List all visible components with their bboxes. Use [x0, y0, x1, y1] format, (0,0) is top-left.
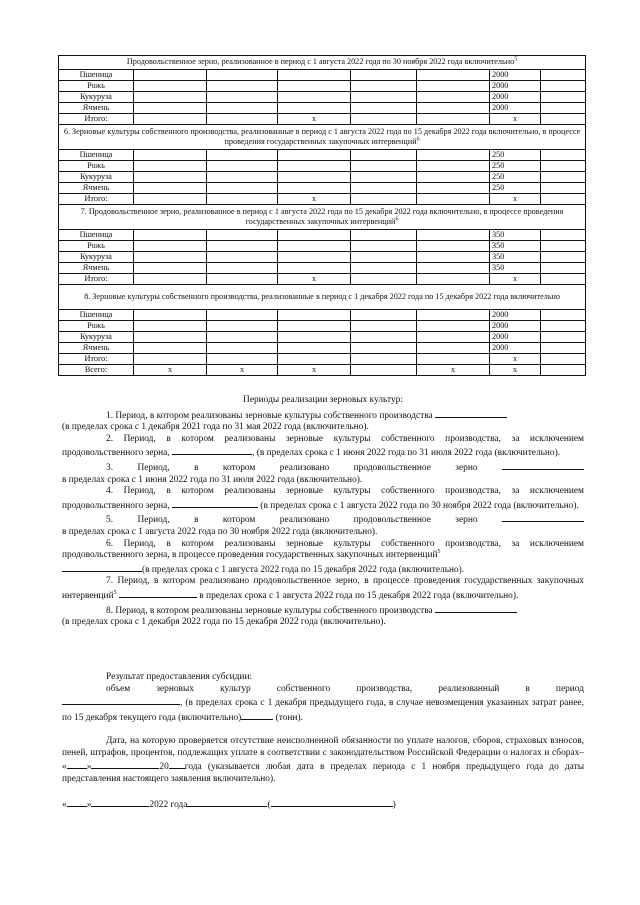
- section-heading-row: [59, 56, 586, 70]
- rate-value: 250: [490, 161, 541, 172]
- section-heading: [59, 205, 586, 230]
- section-heading-text: 8. Зерновые культуры собственного производства, реализованные в период с 1 декабря 2022 года по 15 декабря 2022 года включительно: [84, 291, 561, 301]
- grand-total-mark: х: [207, 365, 278, 376]
- empty-cell: [134, 230, 207, 241]
- empty-cell: [417, 161, 490, 172]
- sign-year: 2022 года: [149, 800, 188, 810]
- table-row: [59, 81, 586, 92]
- rate-value: 2000: [490, 81, 541, 92]
- sign-month-field[interactable]: [91, 797, 149, 807]
- empty-cell: [207, 161, 278, 172]
- empty-cell: [207, 81, 278, 92]
- empty-cell: [351, 114, 417, 125]
- table-row: [59, 252, 586, 263]
- table-row: [59, 92, 586, 103]
- empty-cell: [417, 252, 490, 263]
- grand-total-mark: х: [417, 365, 490, 376]
- empty-cell: [417, 92, 490, 103]
- grand-total-mark: х: [134, 365, 207, 376]
- empty-cell: [541, 365, 586, 376]
- empty-cell: [134, 310, 207, 321]
- empty-cell: [278, 70, 351, 81]
- rate-value: 350: [490, 230, 541, 241]
- period-3: [62, 460, 584, 475]
- section-heading-row: [59, 205, 586, 230]
- empty-cell: [134, 183, 207, 194]
- period-3-text: 3. Период, в котором реализовано продовольственное зерно: [106, 462, 478, 473]
- table-row: [59, 70, 586, 81]
- table-row: [59, 332, 586, 343]
- total-mark: х: [490, 354, 541, 365]
- period-3-range: в пределах срока с 1 июня 2022 года по 31 июля 2022 года (включительно).: [62, 474, 363, 485]
- table-row: [59, 183, 586, 194]
- empty-cell: [207, 321, 278, 332]
- total-mark: х: [490, 274, 541, 285]
- empty-cell: [207, 114, 278, 125]
- sign-blank-field[interactable]: [187, 797, 267, 807]
- period-2: [62, 434, 584, 460]
- period-4-range: (в пределах срока с 1 августа 2022 года по 30 ноября 2022 года (включительно).: [260, 500, 579, 511]
- crop-name: Ячмень: [59, 263, 134, 274]
- crop-name: Кукуруза: [59, 252, 134, 263]
- empty-cell: [207, 252, 278, 263]
- empty-cell: [541, 343, 586, 354]
- empty-cell: [207, 92, 278, 103]
- debt-check-section: [62, 736, 584, 785]
- crop-name: Ячмень: [59, 343, 134, 354]
- empty-cell: [417, 70, 490, 81]
- footnote-mark: 5: [514, 56, 518, 63]
- debt-check-text: [62, 736, 584, 785]
- period-6-range: (в пределах срока с 1 августа 2022 года по 15 декабря 2022 года (включительно).: [142, 564, 465, 575]
- crop-name: Кукуруза: [59, 92, 134, 103]
- empty-cell: [134, 354, 207, 365]
- empty-cell: [351, 354, 417, 365]
- period-7-range: в пределах срока с 1 августа 2022 года по 15 декабря 2022 года (включительно).: [199, 590, 519, 601]
- empty-cell: [134, 332, 207, 343]
- total-row: [59, 354, 586, 365]
- empty-cell: [278, 183, 351, 194]
- paren-close: ): [392, 800, 396, 810]
- crop-name: Рожь: [59, 81, 134, 92]
- period-5-text: 5. Период, в котором реализовано продовольственное зерно: [106, 515, 478, 526]
- section-heading-text: 7. Продовольственное зерно, реализованное в период с 1 августа 2022 года по 15 декабря 2022 года включительно, в процессе проведения государственных закупочных интервенций: [80, 206, 564, 226]
- empty-cell: [417, 354, 490, 365]
- empty-cell: [351, 252, 417, 263]
- period-6-text: 6. Период, в котором реализованы зерновые культуры собственного производства, за исключением продовольственного зерна, в процессе проведения государственных закупочных интервенций: [62, 538, 584, 561]
- table-row: [59, 241, 586, 252]
- rate-value: 350: [490, 263, 541, 274]
- empty-cell: [351, 321, 417, 332]
- debt-quote-close: »: [86, 762, 92, 773]
- crop-name: Пшеница: [59, 230, 134, 241]
- empty-cell: [417, 263, 490, 274]
- period-3-field[interactable]: [502, 460, 584, 470]
- period-8-text: 8. Период, в котором реализованы зерновые культуры собственного производства: [106, 605, 433, 616]
- total-label: Итого:: [59, 114, 134, 125]
- empty-cell: [207, 103, 278, 114]
- period-5-range: в пределах срока с 1 августа 2022 года по 30 ноября 2022 года (включительно).: [62, 526, 378, 537]
- total-mark: [278, 354, 351, 365]
- empty-cell: [351, 365, 417, 376]
- period-2-text: 2. Период, в котором реализованы зерновые культуры собственного производства, за исключением продовольственного зерна,: [62, 433, 584, 459]
- total-label: Итого:: [59, 354, 134, 365]
- period-7-footnote: 5: [113, 589, 117, 596]
- periods-title: Периоды реализации зерновых культур:: [243, 395, 403, 405]
- total-label: Итого:: [59, 194, 134, 205]
- table-row: [59, 230, 586, 241]
- empty-cell: [417, 343, 490, 354]
- empty-cell: [134, 161, 207, 172]
- debt-check-text-d: года (указывается любая дата в пределах периода с 1 ноября предыдущего года до даты представления настоящего заявления включительно).: [62, 762, 584, 784]
- empty-cell: [207, 274, 278, 285]
- empty-cell: [207, 310, 278, 321]
- empty-cell: [207, 343, 278, 354]
- period-6-field[interactable]: [62, 562, 142, 572]
- periods-section: [62, 395, 584, 629]
- date-quote-close: »: [86, 800, 92, 810]
- empty-cell: [541, 252, 586, 263]
- crop-name: Пшеница: [59, 150, 134, 161]
- empty-cell: [134, 172, 207, 183]
- rate-value: 250: [490, 150, 541, 161]
- empty-cell: [541, 81, 586, 92]
- table-row: [59, 310, 586, 321]
- rate-value: 2000: [490, 343, 541, 354]
- debt-day-field[interactable]: [67, 759, 87, 769]
- empty-cell: [207, 332, 278, 343]
- empty-cell: [351, 183, 417, 194]
- total-mark: х: [278, 274, 351, 285]
- period-4: [62, 486, 584, 512]
- empty-cell: [134, 252, 207, 263]
- rate-value: 2000: [490, 310, 541, 321]
- empty-cell: [541, 263, 586, 274]
- period-8-field[interactable]: [435, 603, 517, 613]
- period-4-field[interactable]: [172, 498, 258, 508]
- rate-value: 250: [490, 172, 541, 183]
- result-line-1: объем зерновых культур собственного производства, реализованный в период: [106, 683, 584, 694]
- empty-cell: [417, 310, 490, 321]
- empty-cell: [207, 241, 278, 252]
- empty-cell: [351, 194, 417, 205]
- grand-total-mark: х: [490, 365, 541, 376]
- table-row: [59, 172, 586, 183]
- result-period-field[interactable]: [62, 695, 180, 705]
- rate-value: 350: [490, 252, 541, 263]
- empty-cell: [351, 92, 417, 103]
- empty-cell: [278, 172, 351, 183]
- empty-cell: [541, 310, 586, 321]
- result-line-2-text: , (в пределах срока с 1 декабря предыдущего года, в случае невозмещения указанных затрат ранее, по 15 декабря текущего года (включительно): [62, 698, 584, 723]
- crop-name: Рожь: [59, 161, 134, 172]
- period-1-field[interactable]: [435, 408, 507, 418]
- empty-cell: [134, 114, 207, 125]
- empty-cell: [541, 103, 586, 114]
- empty-cell: [417, 150, 490, 161]
- period-8: [62, 603, 584, 629]
- empty-cell: [278, 81, 351, 92]
- total-mark: х: [278, 114, 351, 125]
- result-unit: (тонн).: [275, 712, 303, 723]
- period-7: [62, 576, 584, 602]
- crop-name: Рожь: [59, 241, 134, 252]
- empty-cell: [541, 321, 586, 332]
- table-row: [59, 263, 586, 274]
- empty-cell: [134, 150, 207, 161]
- empty-cell: [417, 332, 490, 343]
- grand-total-mark: х: [278, 365, 351, 376]
- result-line-2: [62, 695, 584, 724]
- total-label: Итого:: [59, 274, 134, 285]
- empty-cell: [417, 194, 490, 205]
- result-volume-field[interactable]: [241, 710, 273, 720]
- empty-cell: [417, 172, 490, 183]
- empty-cell: [417, 230, 490, 241]
- debt-check-text-a: Дата, на которую проверяется отсутствие неисполненной обязанности по уплате налогов, сборов, страховых взносов, пеней, штрафов, процентов, подлежащих уплате в соответствии с законодательством Российской Федерации о налогах и сборах– «: [62, 736, 584, 773]
- result-section: [62, 672, 584, 724]
- empty-cell: [278, 92, 351, 103]
- crop-name: Кукуруза: [59, 332, 134, 343]
- empty-cell: [134, 194, 207, 205]
- rate-value: 2000: [490, 321, 541, 332]
- period-5-field[interactable]: [502, 512, 584, 522]
- empty-cell: [278, 230, 351, 241]
- empty-cell: [351, 310, 417, 321]
- empty-cell: [417, 103, 490, 114]
- empty-cell: [278, 263, 351, 274]
- rate-value: 250: [490, 183, 541, 194]
- section-heading-text: Продовольственное зерно, реализованное в период с 1 августа 2022 года по 30 ноября 2022 года включительно: [126, 57, 515, 67]
- empty-cell: [541, 354, 586, 365]
- result-title: Результат предоставления субсидии:: [106, 672, 253, 682]
- table-row: [59, 103, 586, 114]
- empty-cell: [351, 263, 417, 274]
- empty-cell: [207, 150, 278, 161]
- empty-cell: [207, 70, 278, 81]
- crop-name: Кукуруза: [59, 172, 134, 183]
- signature-line: [62, 797, 396, 812]
- empty-cell: [541, 274, 586, 285]
- section-heading-row: [59, 285, 586, 310]
- grand-total-label: Всего:: [59, 365, 134, 376]
- empty-cell: [351, 241, 417, 252]
- rate-value: 2000: [490, 70, 541, 81]
- empty-cell: [207, 172, 278, 183]
- empty-cell: [541, 161, 586, 172]
- empty-cell: [351, 161, 417, 172]
- rate-value: 350: [490, 241, 541, 252]
- empty-cell: [541, 114, 586, 125]
- empty-cell: [541, 194, 586, 205]
- empty-cell: [207, 263, 278, 274]
- empty-cell: [134, 103, 207, 114]
- empty-cell: [541, 241, 586, 252]
- crop-name: Пшеница: [59, 310, 134, 321]
- footnote-mark: 6: [395, 216, 399, 223]
- empty-cell: [541, 230, 586, 241]
- sign-name-field[interactable]: [271, 797, 393, 807]
- period-1-range: (в пределах срока с 1 декабря 2021 года по 31 мая 2022 года (включительно).: [62, 422, 369, 433]
- empty-cell: [278, 241, 351, 252]
- empty-cell: [134, 92, 207, 103]
- empty-cell: [134, 81, 207, 92]
- empty-cell: [207, 354, 278, 365]
- section-heading: [59, 56, 586, 70]
- empty-cell: [134, 70, 207, 81]
- empty-cell: [351, 70, 417, 81]
- period-1: [62, 408, 584, 434]
- empty-cell: [351, 172, 417, 183]
- empty-cell: [541, 332, 586, 343]
- rate-value: 2000: [490, 103, 541, 114]
- sales-table: [58, 55, 586, 376]
- empty-cell: [207, 194, 278, 205]
- rate-value: 2000: [490, 92, 541, 103]
- table-row: [59, 321, 586, 332]
- debt-century: 20: [159, 762, 169, 773]
- section-heading: [59, 285, 586, 310]
- crop-name: Ячмень: [59, 103, 134, 114]
- empty-cell: [134, 274, 207, 285]
- period-1-text: 1. Период, в котором реализованы зерновые культуры собственного производства: [106, 410, 433, 421]
- empty-cell: [351, 150, 417, 161]
- empty-cell: [278, 321, 351, 332]
- empty-cell: [134, 241, 207, 252]
- table-row: [59, 343, 586, 354]
- period-6-footnote: 5: [437, 549, 441, 555]
- empty-cell: [207, 183, 278, 194]
- grand-total-row: [59, 365, 586, 376]
- empty-cell: [278, 161, 351, 172]
- table-row: [59, 150, 586, 161]
- empty-cell: [541, 92, 586, 103]
- total-mark: х: [490, 114, 541, 125]
- empty-cell: [351, 230, 417, 241]
- paren-open: (: [267, 800, 271, 810]
- total-mark: х: [490, 194, 541, 205]
- period-2-field[interactable]: [172, 445, 252, 455]
- total-row: [59, 114, 586, 125]
- total-mark: х: [278, 194, 351, 205]
- empty-cell: [278, 150, 351, 161]
- period-8-range: (в пределах срока с 1 декабря 2022 года по 15 декабря 2022 года (включительно).: [62, 617, 386, 628]
- period-2-range: , (в пределах срока с 1 июня 2022 года по 31 июля 2022 года (включительно).: [252, 448, 561, 459]
- rate-value: 2000: [490, 332, 541, 343]
- section-heading-row: [59, 125, 586, 150]
- crop-name: Ячмень: [59, 183, 134, 194]
- date-quote-open: «: [62, 800, 67, 810]
- empty-cell: [417, 241, 490, 252]
- empty-cell: [351, 343, 417, 354]
- empty-cell: [351, 81, 417, 92]
- empty-cell: [278, 332, 351, 343]
- total-row: [59, 274, 586, 285]
- empty-cell: [541, 70, 586, 81]
- period-6: [62, 539, 584, 577]
- debt-year-field[interactable]: [169, 759, 185, 769]
- debt-month-field[interactable]: [91, 759, 159, 769]
- empty-cell: [541, 183, 586, 194]
- period-7-text: 7. Период, в котором реализовано продовольственное зерно, в процессе проведения государственных закупочных интервенций: [62, 576, 584, 601]
- sign-day-field[interactable]: [67, 797, 87, 807]
- empty-cell: [278, 252, 351, 263]
- crop-name: Пшеница: [59, 70, 134, 81]
- empty-cell: [417, 183, 490, 194]
- empty-cell: [134, 321, 207, 332]
- empty-cell: [417, 321, 490, 332]
- empty-cell: [351, 274, 417, 285]
- period-4-text: 4. Период, в котором реализованы зерновые культуры собственного производства, за исключением продовольственного зерна,: [62, 486, 584, 511]
- section-heading-text: 6. Зерновые культуры собственного производства, реализованные в период с 1 августа 2022 года по 15 декабря 2022 года включительно, в процессе проведения государственных закупочных интервенций: [63, 126, 581, 146]
- empty-cell: [417, 274, 490, 285]
- period-7-field[interactable]: [119, 588, 197, 598]
- empty-cell: [134, 343, 207, 354]
- table-row: [59, 161, 586, 172]
- empty-cell: [351, 103, 417, 114]
- empty-cell: [541, 172, 586, 183]
- empty-cell: [278, 310, 351, 321]
- empty-cell: [207, 230, 278, 241]
- empty-cell: [278, 343, 351, 354]
- period-5: [62, 512, 584, 527]
- footnote-mark: 6: [416, 136, 420, 143]
- empty-cell: [351, 332, 417, 343]
- empty-cell: [134, 263, 207, 274]
- empty-cell: [278, 103, 351, 114]
- crop-name: Рожь: [59, 321, 134, 332]
- section-heading: [59, 125, 586, 150]
- table-body: [59, 56, 586, 376]
- total-row: [59, 194, 586, 205]
- empty-cell: [417, 81, 490, 92]
- empty-cell: [417, 114, 490, 125]
- empty-cell: [541, 150, 586, 161]
